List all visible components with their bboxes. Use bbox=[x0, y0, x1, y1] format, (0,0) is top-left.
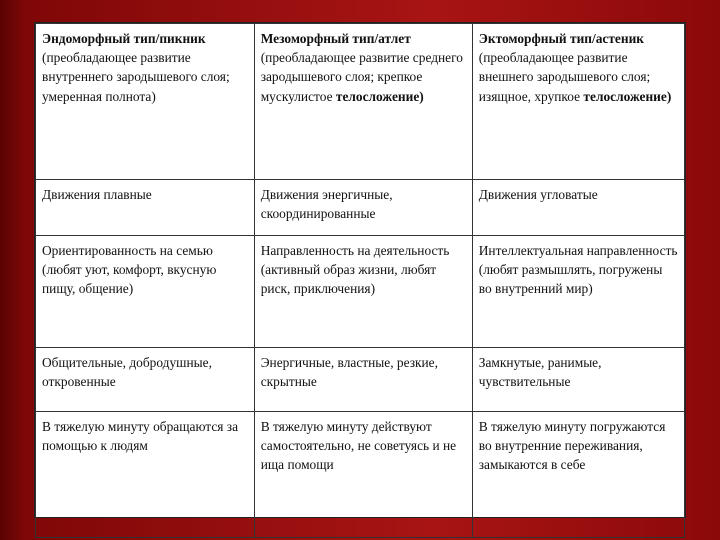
header-title-mesomorph: Мезоморфный тип/атлет bbox=[260, 31, 411, 46]
header-title-ectomorph: Эктоморфный тип/астеник bbox=[478, 31, 645, 46]
header-cell-ectomorph bbox=[472, 24, 684, 180]
table-cell: Энергичные, властные, резкие, скрытные bbox=[254, 348, 472, 412]
decorative-left-band bbox=[0, 0, 22, 540]
table-cell: Движения плавные bbox=[36, 180, 255, 236]
header-cell-endomorph bbox=[36, 24, 255, 180]
header-emphasis-ectomorph: телосложение) bbox=[583, 88, 672, 104]
header-title-endomorph: Эндоморфный тип/пикник bbox=[42, 31, 206, 46]
table-cell: Направленность на деятельность (активный образ жизни, любят риск, приключения) bbox=[254, 236, 472, 348]
table-cell: Ориентированность на семью (любят уют, комфорт, вкусную пищу, общение) bbox=[36, 236, 255, 348]
table-cell: Общительные, добродушные, откровенные bbox=[36, 348, 255, 412]
table-row bbox=[36, 236, 685, 348]
table-cell: Движения угловатые bbox=[472, 180, 684, 236]
table-row bbox=[36, 180, 685, 236]
table-cell: Замкнутые, ранимые, чувствительные bbox=[472, 348, 684, 412]
comparison-table bbox=[35, 23, 685, 538]
table-header-row bbox=[36, 24, 685, 180]
header-emphasis-mesomorph: телосложение) bbox=[335, 88, 424, 104]
table-cell: В тяжелую минуту действуют самостоятельно, не советуясь и не ища помощи bbox=[254, 412, 472, 538]
table-cell: Движения энергичные, скоординированные bbox=[254, 180, 472, 236]
table-row bbox=[36, 412, 685, 538]
header-cell-mesomorph bbox=[254, 24, 472, 180]
table-cell: В тяжелую минуту обращаются за помощью к людям bbox=[36, 412, 255, 538]
table-row bbox=[36, 348, 685, 412]
header-description-ectomorph: (преобладающее развитие внешнего зародышевого слоя; изящное, хрупкое bbox=[478, 50, 651, 104]
table-cell: В тяжелую минуту погружаются во внутренние переживания, замыкаются в себе bbox=[472, 412, 684, 538]
header-description-endomorph: (преобладающее развитие внутреннего зародышевого слоя; умеренная полнота) bbox=[42, 50, 230, 104]
header-description-mesomorph: (преобладающее развитие среднего зародышевого слоя; крепкое мускулистое bbox=[260, 50, 463, 104]
body-type-table bbox=[34, 22, 686, 518]
table-cell: Интеллектуальная направленность (любят размышлять, погружены во внутренний мир) bbox=[472, 236, 684, 348]
